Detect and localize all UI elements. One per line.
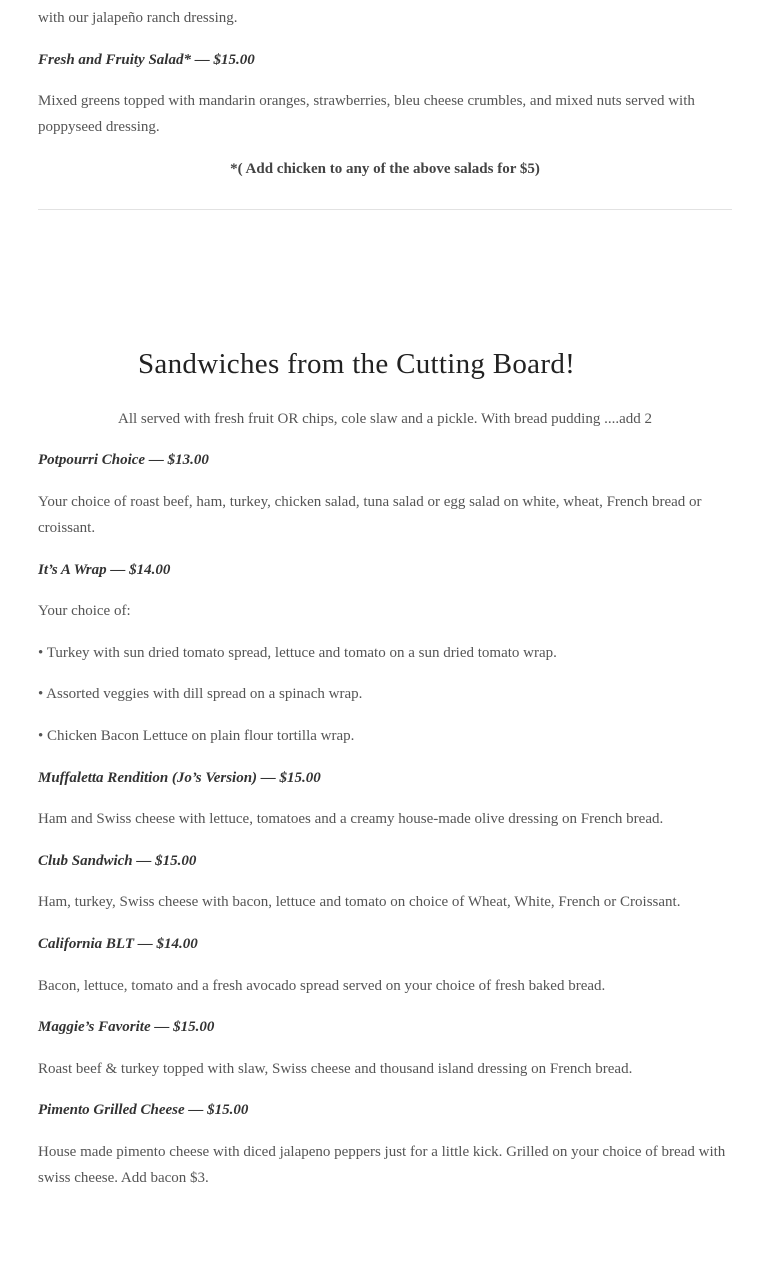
sandwich-title: Muffaletta Rendition (Jo’s Version) — $15.00 [38, 769, 321, 786]
sandwich-description: Your choice of: [38, 603, 131, 620]
salad-note: *( Add chicken to any of the above salads for $5) [230, 160, 540, 177]
sandwich-title: Pimento Grilled Cheese — $15.00 [38, 1102, 249, 1119]
section-title: Sandwiches from the Cutting Board! [138, 347, 576, 380]
wrap-option: • Turkey with sun dried tomato spread, lettuce and tomato on a sun dried tomato wrap. [38, 644, 557, 661]
salad-description: Mixed greens topped with mandarin oranges, strawberries, bleu cheese crumbles, and mixed nuts served with poppyseed dressing. [38, 93, 695, 136]
sandwich-title: Club Sandwich — $15.00 [38, 852, 197, 869]
sandwich-description: Roast beef & turkey topped with slaw, Swiss cheese and thousand island dressing on French bread. [38, 1060, 633, 1077]
wrap-option: • Assorted veggies with dill spread on a spinach wrap. [38, 686, 363, 703]
sandwich-description: House made pimento cheese with diced jalapeno peppers just for a little kick. Grilled on your choice of bread with swiss cheese. Add bacon $3. [38, 1143, 726, 1186]
section-divider [38, 209, 732, 210]
sandwich-title: Potpourri Choice — $13.00 [38, 452, 209, 469]
sandwich-description: Ham and Swiss cheese with lettuce, tomatoes and a creamy house-made olive dressing on French bread. [38, 811, 664, 828]
sandwich-title: Maggie’s Favorite — $15.00 [38, 1019, 215, 1036]
wrap-option: • Chicken Bacon Lettuce on plain flour tortilla wrap. [38, 727, 355, 744]
sandwich-title: It’s A Wrap — $14.00 [38, 561, 171, 578]
section-subtitle: All served with fresh fruit OR chips, cole slaw and a pickle. With bread pudding ....add 2 [118, 410, 652, 427]
sandwich-description: Ham, turkey, Swiss cheese with bacon, lettuce and tomato on choice of Wheat, White, French or Croissant. [38, 894, 681, 911]
sandwich-description: Your choice of roast beef, ham, turkey, chicken salad, tuna salad or egg salad on white, wheat, French bread or croissant. [38, 493, 702, 536]
salad-title: Fresh and Fruity Salad* — $15.00 [38, 51, 255, 68]
salad-description: with our jalapeño ranch dressing. [38, 10, 238, 26]
sandwich-title: California BLT — $14.00 [38, 935, 198, 952]
sandwich-description: Bacon, lettuce, tomato and a fresh avocado spread served on your choice of fresh baked bread. [38, 977, 606, 994]
